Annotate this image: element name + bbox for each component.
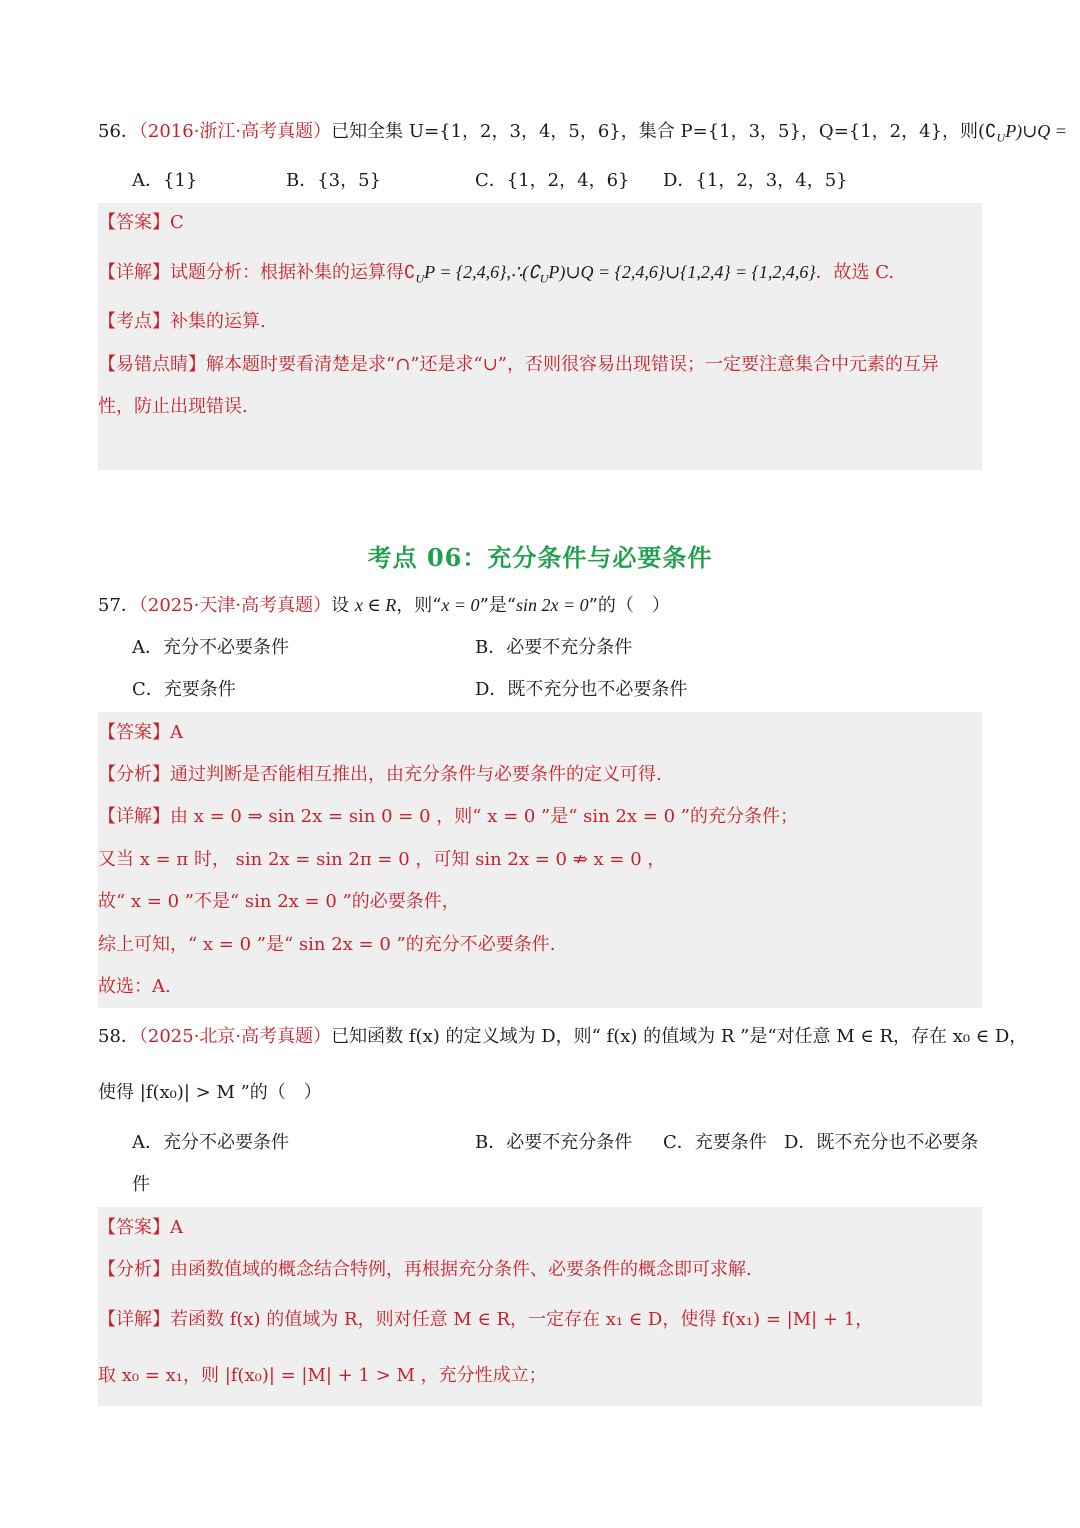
q56-kaodian: 【考点】补集的运算. — [98, 311, 266, 332]
q56-detail — [98, 258, 894, 293]
q56-yicuo-line2: 性，防止出现错误. — [98, 396, 248, 417]
q57-number: 57． — [98, 595, 139, 616]
q57-stem — [98, 591, 670, 620]
q58-answer: 【答案】A — [98, 1217, 183, 1238]
q57-detail-line4: 综上可知，“ x = 0 ”是“ sin 2x = 0 ”的充分不必要条件. — [98, 934, 556, 955]
q57-stem-a: 设 — [331, 595, 355, 616]
q58-option-a: A．充分不必要条件 — [132, 1132, 289, 1153]
q57-detail-line3: 故“ x = 0 ”不是“ sin 2x = 0 ”的必要条件， — [98, 891, 460, 912]
q57-stem-math2: x = 0 — [441, 595, 480, 615]
q56-option-b: B．{3，5} — [286, 170, 382, 191]
q56-stem-end: P)∪Q = — [1005, 121, 1067, 141]
q58-detail-line2: 取 x₀ = x₁，则 |f(x₀)| = |M| + 1 > M ，充分性成立； — [98, 1365, 547, 1386]
q56-stem-text: 已知全集 U={1，2，3，4，5，6}，集合 P={1，3，5}，Q={1，2，4}，则(∁ — [331, 121, 997, 142]
q58-stem-line2: 使得 |f(x₀)| > M ”的（ ） — [98, 1082, 322, 1103]
q57-stem-math3: sin 2x = 0 — [515, 595, 589, 615]
q56-detail-label: 【详解】 — [98, 262, 170, 283]
q58-option-wrap: 件 — [132, 1174, 150, 1195]
q57-detail-line5: 故选：A. — [98, 976, 171, 997]
q57-analysis: 【分析】通过判断是否能相互推出，由充分条件与必要条件的定义可得. — [98, 764, 662, 785]
q56-answer-box — [98, 203, 982, 470]
q56-option-d: D．{1，2，3，4，5} — [663, 170, 848, 191]
q56-answer: 【答案】C — [98, 212, 184, 233]
q57-answer: 【答案】A — [98, 722, 183, 743]
q58-stem-line1 — [98, 1023, 1027, 1051]
q56-detail-sub: U — [415, 271, 425, 286]
q58-stem-1: 已知函数 f(x) 的定义域为 D，则“ f(x) 的值域为 R ”是“对任意 M ∈ R，存在 x₀ ∈ D， — [331, 1026, 1028, 1047]
q58-detail-line1: 【详解】若函数 f(x) 的值域为 R，则对任意 M ∈ R，一定存在 x₁ ∈ D，使得 f(x₁) = |M| + 1， — [98, 1309, 874, 1330]
q57-detail-line2: 又当 x = π 时， sin 2x = sin 2π = 0 ，可知 sin 2x = 0 ⇏ x = 0 ， — [98, 849, 666, 870]
q57-option-a: A．充分不必要条件 — [132, 637, 289, 658]
q57-stem-b: ，则“ — [396, 595, 442, 616]
q56-source: （2016·浙江·高考真题） — [138, 121, 332, 142]
q56-detail-math2: P)∪Q = {2,4,6}∪{1,2,4} = {1,2,4,6} — [548, 262, 816, 282]
q58-option-d: D．既不充分也不必要条 — [784, 1132, 979, 1153]
q56-option-a: A．{1} — [132, 170, 198, 191]
q57-detail-line1: 【详解】由 x = 0 ⇒ sin 2x = sin 0 = 0 ，则“ x = 0 ”是“ sin 2x = 0 ”的充分条件； — [98, 806, 798, 827]
q58-option-b: B．必要不充分条件 — [475, 1132, 633, 1153]
q56-detail-sub2: U — [539, 271, 549, 286]
q58-number: 58． — [98, 1026, 139, 1047]
q56-stem — [98, 117, 1067, 152]
q57-option-c: C．充要条件 — [132, 679, 236, 700]
q57-source: （2025·天津·高考真题） — [138, 595, 332, 616]
q57-stem-c: ”是“ — [479, 595, 516, 616]
section-title: 考点 06：充分条件与必要条件 — [367, 543, 713, 572]
q56-number: 56． — [98, 121, 139, 142]
q56-yicuo-line1: 【易错点睛】解本题时要看清楚是求“∩”还是求“∪”，否则很容易出现错误；一定要注意集合中元素的互异 — [98, 354, 939, 375]
q57-stem-d: ”的（ ） — [588, 595, 670, 616]
q56-stem-sub: U — [996, 130, 1006, 145]
q56-option-c: C．{1，2，4，6} — [475, 170, 630, 191]
q58-option-c: C．充要条件 — [663, 1132, 767, 1153]
q57-stem-math: x ∈ R — [354, 595, 397, 615]
q58-analysis: 【分析】由函数值域的概念结合特例，再根据充分条件、必要条件的概念即可求解. — [98, 1259, 752, 1280]
q57-option-d: D．既不充分也不必要条件 — [475, 679, 688, 700]
q56-detail-text: 试题分析：根据补集的运算得∁ — [170, 262, 416, 283]
q56-detail-math: P = {2,4,6},∴(∁ — [424, 262, 540, 282]
q58-source: （2025·北京·高考真题） — [138, 1026, 332, 1047]
q56-detail-end: ．故选 C. — [815, 262, 895, 283]
q57-option-b: B．必要不充分条件 — [475, 637, 633, 658]
